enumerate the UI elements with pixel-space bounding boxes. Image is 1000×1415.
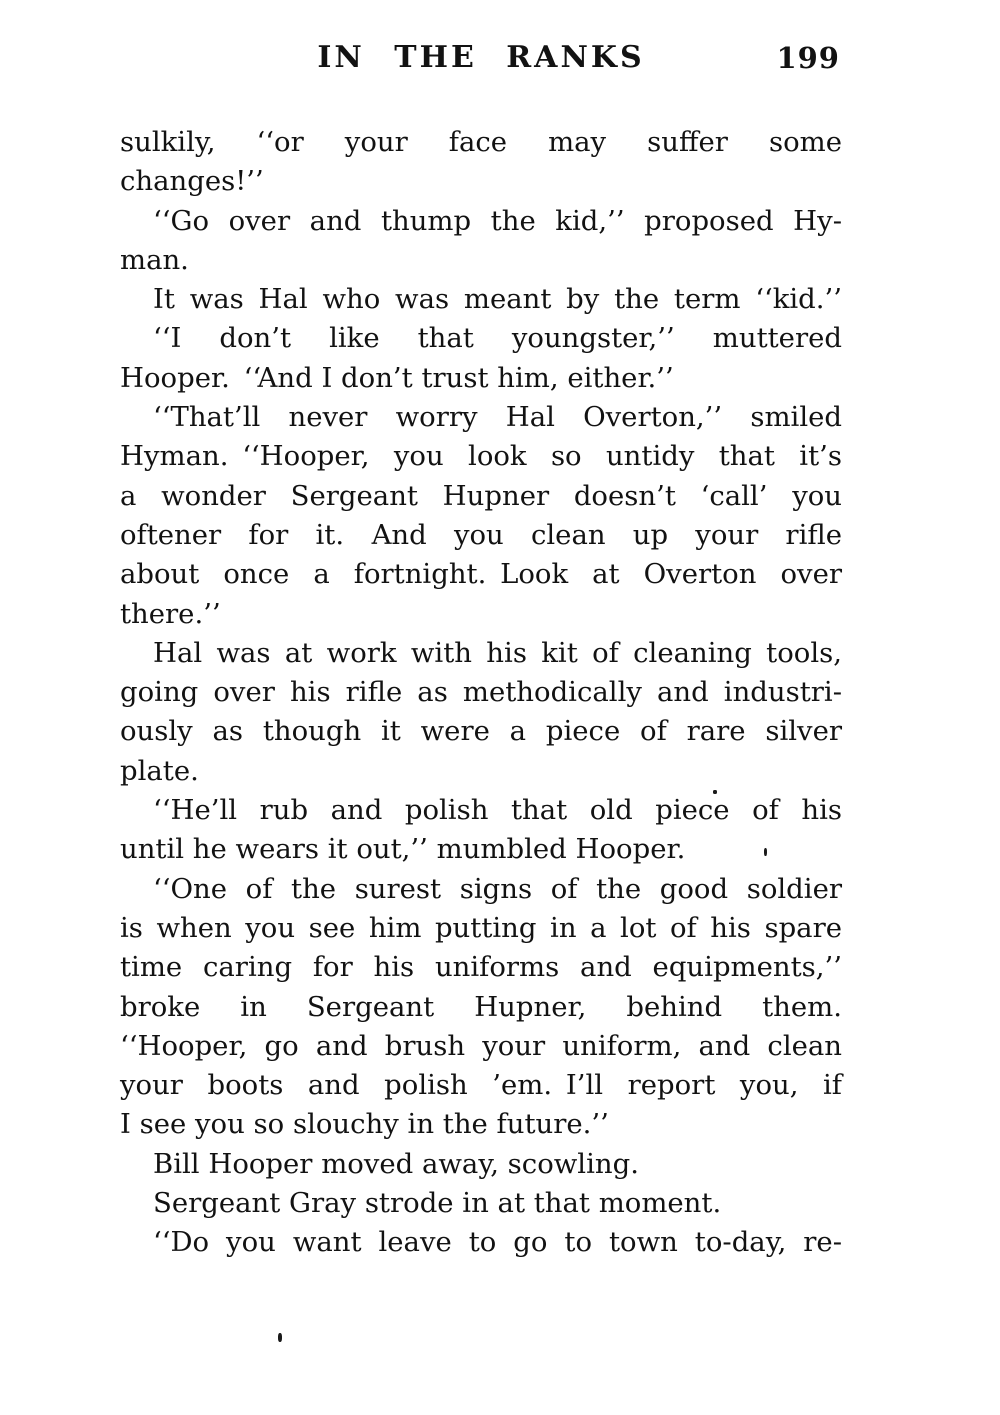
scan-speck	[278, 1333, 282, 1342]
text-line: Hooper. ‘‘And I don’t trust him, either.’’	[120, 361, 674, 394]
text-line: Bill Hooper moved away, scowling.	[153, 1147, 639, 1180]
text-line: there.’’	[120, 597, 221, 630]
scan-speck	[764, 848, 767, 856]
text-line: oftener for it. And you clean up your rifle	[120, 518, 842, 551]
text-line: until he wears it out,’’ mumbled Hooper.	[120, 833, 686, 866]
text-line: changes!’’	[120, 165, 264, 198]
text-line: is when you see him putting in a lot of his spare	[120, 911, 842, 944]
text-line: your boots and polish ’em. I’ll report you, if	[120, 1069, 842, 1102]
text-line: a wonder Sergeant Hupner doesn’t ‘call’ you	[120, 479, 842, 512]
text-line: going over his rifle as methodically and industri-	[120, 676, 842, 709]
text-line: broke in Sergeant Hupner, behind them.	[120, 990, 842, 1023]
text-line: ‘‘I don’t like that youngster,’’ muttered	[153, 322, 842, 355]
text-line: ‘‘That’ll never worry Hal Overton,’’ smiled	[153, 401, 842, 434]
text-line: Hyman. ‘‘Hooper, you look so untidy that it’s	[120, 440, 842, 473]
text-line: Sergeant Gray strode in at that moment.	[153, 1187, 722, 1220]
scan-speck	[713, 790, 717, 794]
chapter-running-title: IN THE RANKS	[317, 40, 645, 75]
text-line: ously as though it were a piece of rare silver	[120, 715, 842, 748]
text-line: It was Hal who was meant by the term ‘‘kid.’’	[153, 283, 842, 316]
text-line: ‘‘Go over and thump the kid,’’ proposed Hy-	[153, 204, 842, 237]
text-line: about once a fortnight. Look at Overton over	[120, 558, 842, 591]
text-line: ‘‘He’ll rub and polish that old piece of his	[153, 794, 842, 827]
running-header	[120, 40, 842, 82]
text-line: ‘‘Hooper, go and brush your uniform, and clean	[120, 1029, 842, 1062]
text-line: ‘‘Do you want leave to go to town to-day, re-	[153, 1226, 842, 1259]
text-line: I see you so slouchy in the future.’’	[120, 1108, 609, 1141]
text-line: Hal was at work with his kit of cleaning tools,	[153, 636, 842, 669]
page-number: 199	[776, 41, 840, 75]
text-line: ‘‘One of the surest signs of the good soldier	[153, 872, 842, 905]
text-line: man.	[120, 243, 189, 276]
text-line: time caring for his uniforms and equipments,’’	[120, 951, 842, 984]
page-text	[120, 123, 842, 1263]
text-line: plate.	[120, 754, 199, 787]
text-line: sulkily, ‘‘or your face may suffer some	[120, 126, 842, 158]
